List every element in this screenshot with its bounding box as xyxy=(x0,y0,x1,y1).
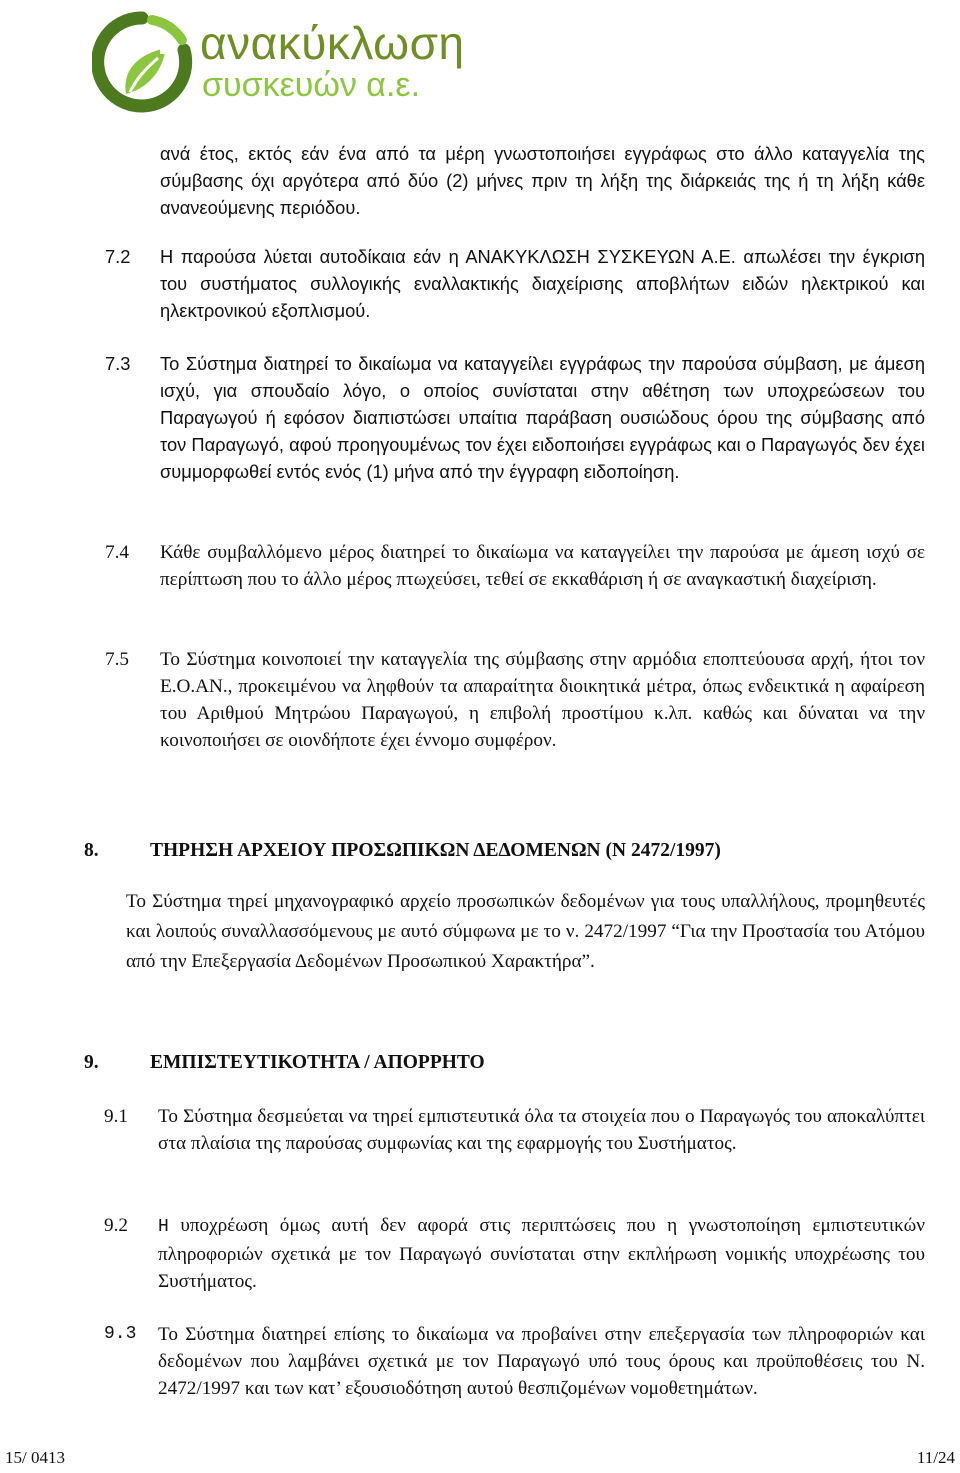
section-8-text: Το Σύστημα τηρεί μηχανογραφικό αρχείο προσωπικών δεδομένων για τους υπαλλήλους, προμηθευτές και λοιπούς συναλλασσόμενους με αυτό σύμφωνα με το ν. 2472/1997 “Για την Προστασία του Ατόμου από την Επεξεργασία Δεδομένων Προσωπικού Χαρακτήρα”. xyxy=(126,891,925,972)
clause-9-2-number: 9.2 xyxy=(104,1215,128,1236)
logo-brand-line1: ανακύκλωση xyxy=(200,17,465,69)
clause-7-2-text: Η παρούσα λύεται αυτοδίκαια εάν η ΑΝΑΚΥΚΛΩΣΗ ΣΥΣΚΕΥΩΝ Α.Ε. απωλέσει την έγκριση του συστήματος συλλογικής εναλλακτικής διαχείρισης αποβλήτων ειδών ηλεκτρικού και ηλεκτρονικού εξοπλισμού. xyxy=(160,246,925,321)
section-8-number: 8. xyxy=(84,840,99,861)
clause-7-3-text: Το Σύστημα διατηρεί το δικαίωμα να καταγγείλει εγγράφως την παρούσα σύμβαση, με άμεση ισχύ, για σπουδαίο λόγο, ο οποίος συνίσταται στην αθέτηση των υποχρεώσεων του Παραγωγού ή εφόσον διαπιστώσει υπαίτια παράβαση ουσιώδους όρου της σύμβασης από τον Παραγωγό, αφού προηγουμένως τον έχει ειδοποιήσει εγγράφως και ο Παραγωγός δεν έχει συμμορφωθεί εντός ενός (1) μήνα από την έγγραφη ειδοποίηση. xyxy=(160,353,925,482)
clause-9-3-number: 9.3 xyxy=(104,1324,137,1344)
clause-9-3-text: Το Σύστημα διατηρεί επίσης το δικαίωμα να προβαίνει στην επεξεργασία των πληροφοριών και δεδομένων που λαμβάνει σχετικά με τον Παραγωγό υπό τους όρους και προϋποθέσεις του Ν. 2472/1997 και των κατ’ εξουσιοδότηση αυτού θεσπιζομένων νομοθετημάτων. xyxy=(158,1324,925,1399)
clause-7-4-number: 7.4 xyxy=(105,542,129,563)
logo-brand-line2: συσκευών α.ε. xyxy=(202,66,421,104)
clause-9-1-number: 9.1 xyxy=(104,1106,128,1127)
clause-7-5-number: 7.5 xyxy=(105,649,129,670)
clause-9-2-first-letter: Η xyxy=(158,1217,169,1237)
continued-paragraph: ανά έτος, εκτός εάν ένα από τα μέρη γνωστοποιήσει εγγράφως στο άλλο καταγγελία της σύμβασης όχι αργότερα από δύο (2) μήνες πριν τη λήξη της διάρκειάς της ή τη λήξη κάθε ανανεούμενης περιόδου. xyxy=(160,143,925,218)
section-9-title: ΕΜΠΙΣΤΕΥΤΙΚΟΤΗΤΑ / ΑΠΟΡΡΗΤΟ xyxy=(150,1052,485,1073)
section-8-title: ΤΗΡΗΣΗ ΑΡΧΕΙΟΥ ΠΡΟΣΩΠΙΚΩΝ ΔΕΔΟΜΕΝΩΝ (Ν 2472/1997) xyxy=(150,840,721,861)
clause-7-4-text: Κάθε συμβαλλόμενο μέρος διατηρεί το δικαίωμα να καταγγείλει την παρούσα με άμεση ισχύ σε περίπτωση που το άλλο μέρος πτωχεύσει, τεθεί σε εκκαθάριση ή σε αναγκαστική διαχείριση. xyxy=(160,542,925,590)
clause-9-2-text xyxy=(158,1212,925,1295)
company-logo xyxy=(92,10,465,122)
section-9-number: 9. xyxy=(84,1052,99,1073)
clause-7-3-number: 7.3 xyxy=(105,353,131,374)
plug-leaf-recycle-icon xyxy=(92,10,196,118)
clause-9-2-body: υποχρέωση όμως αυτή δεν αφορά στις περιπτώσεις που η γνωστοποίηση εμπιστευτικών πληροφοριών σχετικά με τον Παραγωγό συνίσταται στην εκπλήρωση νομικής υποχρέωσης του Συστήματος. xyxy=(158,1215,925,1292)
clause-7-2-number: 7.2 xyxy=(105,246,131,267)
clause-7-5-text: Το Σύστημα κοινοποιεί την καταγγελία της σύμβασης στην αρμόδια εποπτεύουσα αρχή, ήτοι τον Ε.Ο.ΑΝ., προκειμένου να ληφθούν τα απαραίτητα διοικητικά μέτρα, όπως ενδεικτικά η αφαίρεση του Αριθμού Μητρώου Παραγωγού, η επιβολή προστίμου κ.λπ. καθώς και δύναται να την κοινοποιήσει σε οιονδήποτε έχει έννομο συμφέρον. xyxy=(160,649,925,751)
clause-9-1-text: Το Σύστημα δεσμεύεται να τηρεί εμπιστευτικά όλα τα στοιχεία που ο Παραγωγός του αποκαλύπτει στα πλαίσια της παρούσας συμφωνίας και της εφαρμογής του Συστήματος. xyxy=(158,1106,925,1154)
footer-document-code: 15/ 0413 xyxy=(5,1448,65,1467)
footer-page-number: 11/24 xyxy=(916,1448,955,1467)
